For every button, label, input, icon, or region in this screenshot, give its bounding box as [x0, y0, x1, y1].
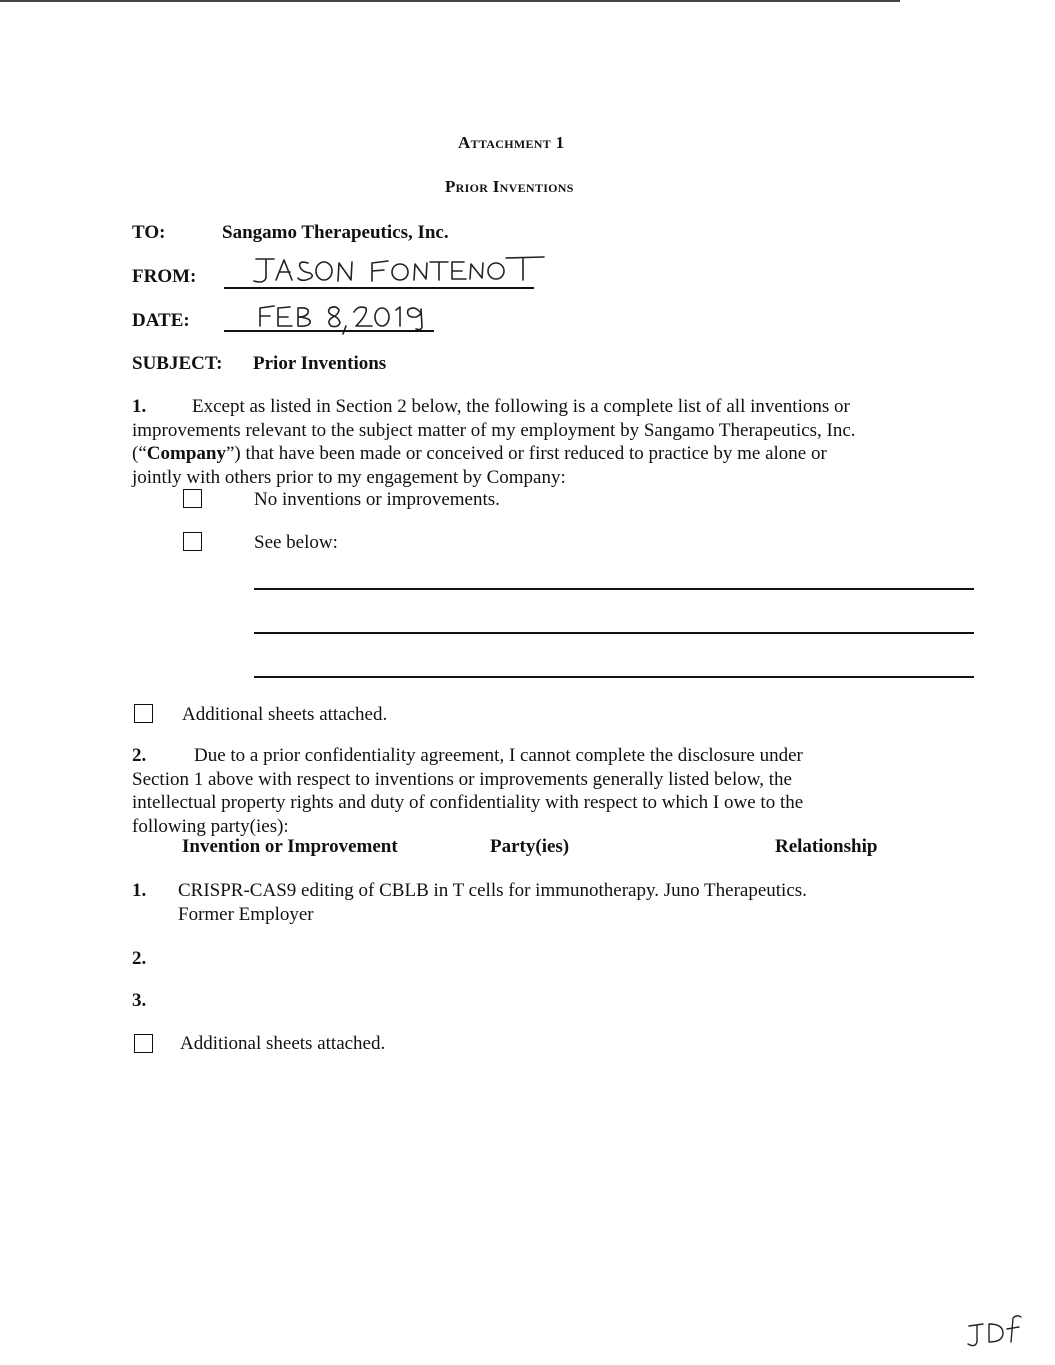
- scan-edge: [0, 0, 900, 2]
- column-header-relationship: Relationship: [775, 836, 878, 857]
- section2-paragraph: 2. Due to a prior confidentiality agreement, I cannot complete the disclosure under Section 1 above with respect to inventions or improvements generally listed below, the intellectual property rights and duty of confidentiality with respect to which I owe to the following party(ies):: [132, 745, 804, 837]
- column-header-parties: Party(ies): [490, 836, 570, 857]
- blank-line: [254, 632, 974, 634]
- section1-number: 1.: [132, 396, 147, 417]
- option-no-inventions-label: No inventions or improvements.: [254, 489, 500, 510]
- date-signature-line: [224, 330, 434, 332]
- table-row-number: 1.: [132, 880, 147, 901]
- section-title: Prior Inventions: [445, 177, 574, 196]
- attachment-title: Attachment 1: [458, 133, 565, 152]
- section1-paragraph: 1. Except as listed in Section 2 below, the following is a complete list of all inventions or improvements relevant to the subject matter of my employment by Sangamo Therapeutics, Inc. (“Company”) that have been made or conceived or first reduced to practice by me alone or jointly with others prior to my engagement by Company:: [132, 396, 856, 488]
- to-label: TO:: [132, 222, 166, 243]
- handwritten-initials: [965, 1312, 1035, 1352]
- table-row-number: 2.: [132, 948, 147, 969]
- additional-sheets-label: Additional sheets attached.: [180, 1033, 386, 1054]
- blank-line: [254, 676, 974, 678]
- table-row-text: CRISPR-CAS9 editing of CBLB in T cells for immunotherapy. Juno Therapeutics. Former Employer: [178, 880, 807, 925]
- column-header-invention: Invention or Improvement: [182, 836, 398, 857]
- option-see-below-label: See below:: [254, 532, 338, 553]
- subject-value: Prior Inventions: [253, 353, 387, 374]
- checkbox-additional-sheets-section2[interactable]: [134, 1034, 153, 1053]
- subject-label: SUBJECT:: [132, 353, 223, 374]
- from-signature-line: [224, 287, 534, 289]
- date-label: DATE:: [132, 310, 190, 331]
- table-row-number: 3.: [132, 990, 147, 1011]
- from-handwritten-signature: [244, 250, 554, 290]
- date-handwritten: [250, 296, 440, 338]
- checkbox-additional-sheets-section1[interactable]: [134, 704, 153, 723]
- blank-line: [254, 588, 974, 590]
- from-label: FROM:: [132, 266, 197, 287]
- additional-sheets-label: Additional sheets attached.: [182, 704, 388, 725]
- section2-number: 2.: [132, 745, 147, 766]
- checkbox-see-below[interactable]: [183, 532, 202, 551]
- checkbox-no-inventions[interactable]: [183, 489, 202, 508]
- to-value: Sangamo Therapeutics, Inc.: [222, 222, 449, 243]
